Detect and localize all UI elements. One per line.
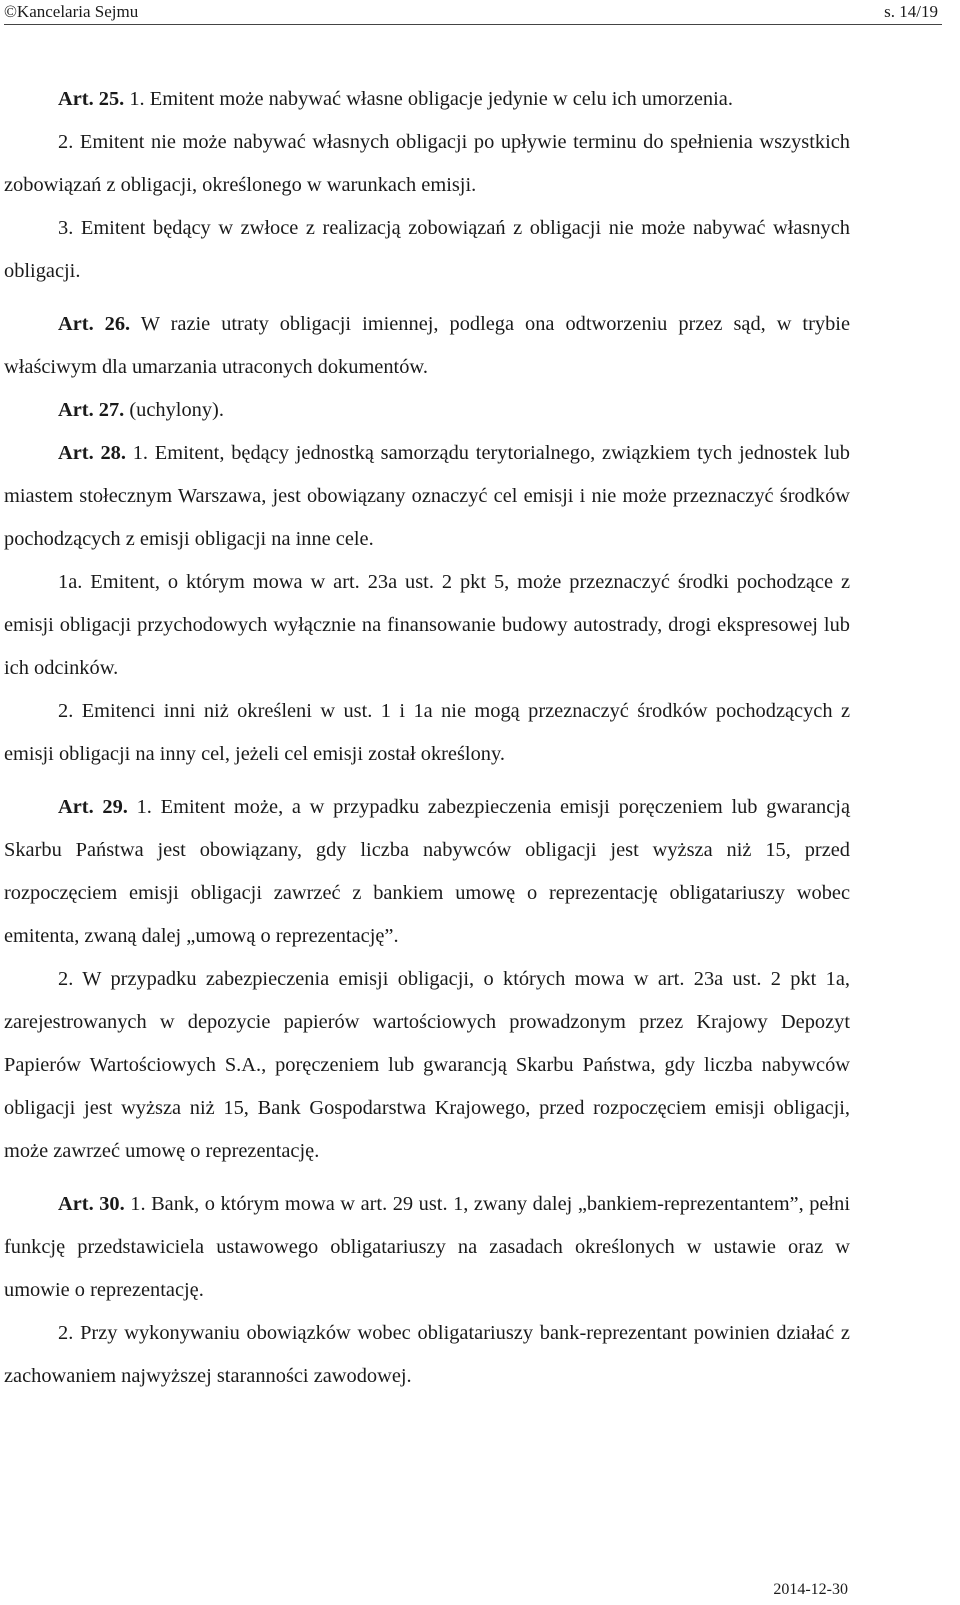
paragraph-art28-2 — [4, 690, 850, 776]
paragraph-art29-2 — [4, 958, 850, 1173]
paragraph-text: 2. W przypadku zabezpieczenia emisji obligacji, o których mowa w art. 23a ust. 2 pkt 1a, zarejestrowanych w depozycie papierów wartościowych prowadzonym przez Krajowy Depozyt Papierów Wartościowych S.A., poręczeniem lub gwarancją Skarbu Państwa, gdy liczba nabywców obligacji jest wyższa niż 15, Bank Gospodarstwa Krajowego, przed rozpoczęciem emisji obligacji, może zawrzeć umowę o reprezentację. — [4, 968, 850, 1162]
article-number: Art. 28. — [58, 442, 126, 464]
paragraph-art25-3 — [4, 207, 850, 293]
paragraph-text: 1. Bank, o którym mowa w art. 29 ust. 1, zwany dalej „bankiem-reprezentantem”, pełni funkcję przedstawiciela ustawowego obligatariuszy na zasadach określonych w ustawie oraz w umowie o reprezentację. — [4, 1193, 851, 1301]
page-header — [4, 0, 956, 26]
paragraph-art26 — [4, 303, 850, 389]
header-divider — [4, 24, 942, 25]
header-page-number: s. 14/19 — [884, 2, 938, 21]
paragraph-text: 1. Emitent może nabywać własne obligacje jedynie w celu ich umorzenia. — [124, 88, 733, 110]
paragraph-text: 2. Emitent nie może nabywać własnych obligacji po upływie terminu do spełnienia wszystkich zobowiązań z obligacji, określonego w warunkach emisji. — [4, 131, 850, 196]
paragraph-text: 1. Emitent może, a w przypadku zabezpieczenia emisji poręczeniem lub gwarancją Skarbu Państwa jest obowiązany, gdy liczba nabywców obligacji jest wyższa niż 15, przed rozpoczęciem emisji obligacji zawrzeć z bankiem umowę o reprezentację obligatariuszy wobec emitenta, zwaną dalej „umową o reprezentację”. — [4, 796, 851, 947]
paragraph-art28-1a — [4, 561, 850, 690]
paragraph-art28-1 — [4, 432, 850, 561]
article-number: Art. 30. — [58, 1193, 125, 1215]
article-number: Art. 27. — [58, 399, 125, 421]
paragraph-art30-1 — [4, 1183, 850, 1312]
footer-date: 2014-12-30 — [773, 1581, 848, 1598]
paragraph-art27 — [4, 389, 850, 432]
paragraph-art25-2 — [4, 121, 850, 207]
paragraph-text: W razie utraty obligacji imiennej, podlega ona odtworzeniu przez sąd, w trybie właściwym dla umarzania utraconych dokumentów. — [4, 313, 850, 378]
paragraph-art30-2 — [4, 1312, 850, 1398]
article-number: Art. 29. — [58, 796, 128, 818]
paragraph-art25-1 — [4, 78, 850, 121]
paragraph-text: (uchylony). — [124, 399, 224, 421]
document-body — [4, 78, 850, 1398]
paragraph-text: 1. Emitent, będący jednostką samorządu terytorialnego, związkiem tych jednostek lub miastem stołecznym Warszawa, jest obowiązany oznaczyć cel emisji i nie może przeznaczyć środków pochodzących z emisji obligacji na inne cele. — [4, 442, 850, 550]
paragraph-text: 2. Emitenci inni niż określeni w ust. 1 i 1a nie mogą przeznaczyć środków pochodzących z emisji obligacji na inny cel, jeżeli cel emisji został określony. — [4, 700, 850, 765]
paragraph-text: 3. Emitent będący w zwłoce z realizacją zobowiązań z obligacji nie może nabywać własnych obligacji. — [4, 217, 850, 282]
header-publisher: ©Kancelaria Sejmu — [4, 2, 139, 21]
article-number: Art. 26. — [58, 313, 131, 335]
paragraph-text: 1a. Emitent, o którym mowa w art. 23a ust. 2 pkt 5, może przeznaczyć środki pochodzące z emisji obligacji przychodowych wyłącznie na finansowanie budowy autostrady, drogi ekspresowej lub ich odcinków. — [4, 571, 850, 679]
article-number: Art. 25. — [58, 88, 125, 110]
paragraph-text: 2. Przy wykonywaniu obowiązków wobec obligatariuszy bank-reprezentant powinien działać z zachowaniem najwyższej staranności zawodowej. — [4, 1322, 850, 1387]
paragraph-art29-1 — [4, 786, 850, 958]
